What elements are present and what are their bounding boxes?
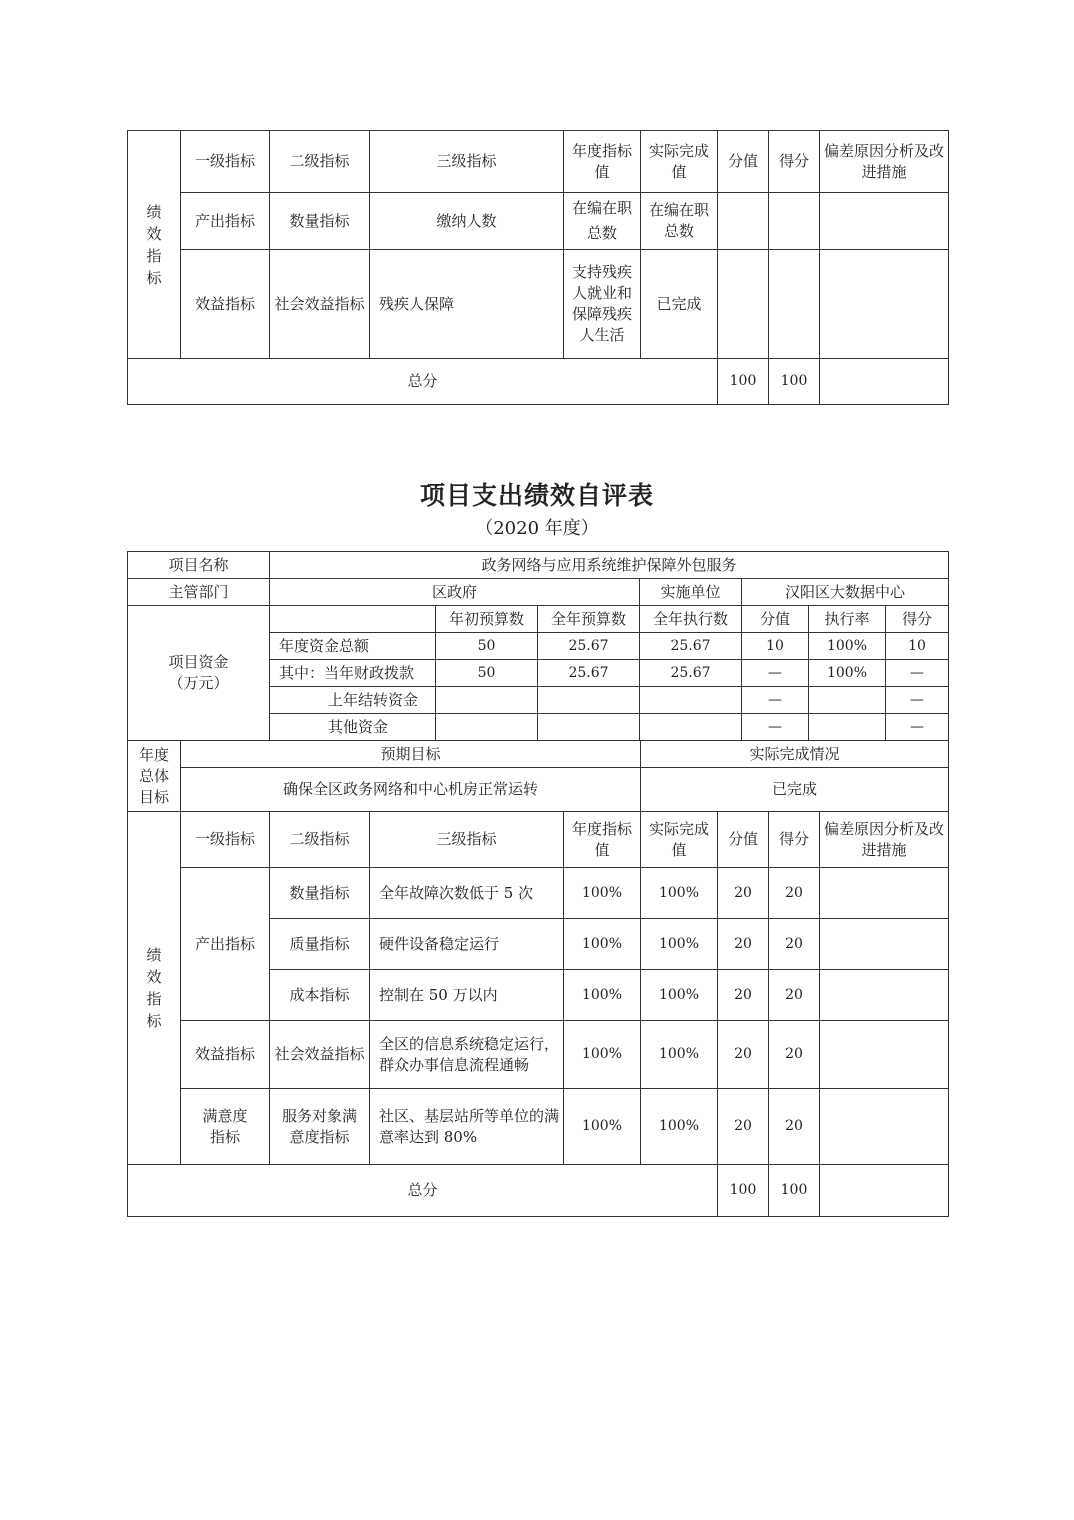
goal-label: 年度总体目标: [128, 741, 181, 812]
cell-actual: 已完成: [641, 250, 718, 359]
header-actual: 实际完成值: [641, 131, 718, 193]
cell-target: 100%: [564, 919, 641, 970]
dept-label: 主管部门: [128, 579, 270, 606]
cell-level2: 数量指标: [270, 193, 370, 250]
total-deviation: [820, 359, 949, 405]
header-actual: 实际完成值: [641, 812, 718, 868]
cell-got: 20: [769, 868, 820, 919]
cell-level1: 产出指标: [181, 868, 270, 1021]
funds-row-label: 其他资金: [270, 714, 436, 741]
cell-level3: 残疾人保障: [370, 250, 564, 359]
section-label-perf: 绩效指标: [128, 131, 181, 359]
funds-cell: 25.67: [640, 633, 742, 660]
total-got: 100: [769, 1165, 820, 1217]
funds-cell: —: [886, 660, 949, 687]
cell-level2: 数量指标: [270, 868, 370, 919]
cell-level3: 硬件设备稳定运行: [370, 919, 564, 970]
funds-header-blank: [270, 606, 436, 633]
cell-target: 100%: [564, 1089, 641, 1165]
goal-actual: 已完成: [641, 768, 949, 812]
header-level2: 二级指标: [270, 812, 370, 868]
cell-got: 20: [769, 970, 820, 1021]
cell-level3: 全年故障次数低于 5 次: [370, 868, 564, 919]
cell-actual: 100%: [641, 919, 718, 970]
cell-score: [718, 250, 769, 359]
cell-got: 20: [769, 919, 820, 970]
cell-target: 支持残疾人就业和保障残疾人生活: [564, 250, 641, 359]
unit-value: 汉阳区大数据中心: [742, 579, 949, 606]
performance-table-top: [127, 130, 949, 405]
header-target: 年度指标值: [564, 812, 641, 868]
cell-level2: 质量指标: [270, 919, 370, 970]
funds-cell: [640, 714, 742, 741]
funds-cell: —: [886, 714, 949, 741]
funds-row-label: 其中：当年财政拨款: [270, 660, 436, 687]
total-deviation: [820, 1165, 949, 1217]
cell-score: 20: [718, 919, 769, 970]
project-name: 政务网络与应用系统维护保障外包服务: [270, 552, 949, 579]
funds-cell: 10: [886, 633, 949, 660]
header-got: 得分: [769, 131, 820, 193]
header-deviation: 偏差原因分析及改进措施: [820, 812, 949, 868]
cell-score: [718, 193, 769, 250]
funds-cell: [538, 687, 640, 714]
funds-label: 项目资金（万元）: [128, 606, 270, 741]
header-level3: 三级指标: [370, 131, 564, 193]
cell-actual: 100%: [641, 1089, 718, 1165]
total-label: 总分: [128, 1165, 718, 1217]
cell-level1: 产出指标: [181, 193, 270, 250]
funds-header: 全年预算数: [538, 606, 640, 633]
cell-deviation: [820, 970, 949, 1021]
funds-cell: [538, 714, 640, 741]
funds-cell: —: [742, 714, 809, 741]
cell-got: 20: [769, 1089, 820, 1165]
cell-level3: 缴纳人数: [370, 193, 564, 250]
cell-deviation: [820, 250, 949, 359]
funds-row-label: 上年结转资金: [270, 687, 436, 714]
funds-cell: 10: [742, 633, 809, 660]
cell-level3: 社区、基层站所等单位的满意率达到 80%: [370, 1089, 564, 1165]
funds-header: 得分: [886, 606, 949, 633]
funds-cell: —: [886, 687, 949, 714]
cell-target: 在编在职总数: [564, 193, 641, 250]
total-score: 100: [718, 1165, 769, 1217]
project-name-label: 项目名称: [128, 552, 270, 579]
header-level2: 二级指标: [270, 131, 370, 193]
cell-score: 20: [718, 1021, 769, 1089]
funds-cell: 100%: [809, 660, 886, 687]
cell-got: [769, 250, 820, 359]
funds-row-label: 年度资金总额: [270, 633, 436, 660]
cell-deviation: [820, 919, 949, 970]
funds-cell: [809, 687, 886, 714]
total-score: 100: [718, 359, 769, 405]
cell-target: 100%: [564, 1021, 641, 1089]
funds-header: 年初预算数: [436, 606, 538, 633]
cell-level2: 社会效益指标: [270, 1021, 370, 1089]
header-got: 得分: [769, 812, 820, 868]
cell-level2: 服务对象满意度指标: [270, 1089, 370, 1165]
cell-deviation: [820, 868, 949, 919]
goal-actual-header: 实际完成情况: [641, 741, 949, 768]
cell-got: 20: [769, 1021, 820, 1089]
unit-label: 实施单位: [640, 579, 742, 606]
cell-deviation: [820, 193, 949, 250]
funds-cell: [809, 714, 886, 741]
cell-level3: 全区的信息系统稳定运行，群众办事信息流程通畅: [370, 1021, 564, 1089]
cell-score: 20: [718, 970, 769, 1021]
cell-actual: 100%: [641, 1021, 718, 1089]
funds-cell: 25.67: [640, 660, 742, 687]
funds-cell: 25.67: [538, 633, 640, 660]
funds-header: 执行率: [809, 606, 886, 633]
dept-value: 区政府: [270, 579, 640, 606]
funds-cell: 100%: [809, 633, 886, 660]
header-level1: 一级指标: [181, 131, 270, 193]
cell-level2: 社会效益指标: [270, 250, 370, 359]
header-target: 年度指标值: [564, 131, 641, 193]
cell-level2: 成本指标: [270, 970, 370, 1021]
cell-score: 20: [718, 868, 769, 919]
cell-level1: 满意度指标: [181, 1089, 270, 1165]
funds-header: 分值: [742, 606, 809, 633]
funds-cell: —: [742, 660, 809, 687]
goal-expected: 确保全区政务网络和中心机房正常运转: [181, 768, 641, 812]
cell-level1: 效益指标: [181, 250, 270, 359]
page-subtitle: （2020 年度）: [475, 518, 599, 539]
cell-level1: 效益指标: [181, 1021, 270, 1089]
project-info-table: [127, 551, 949, 741]
goal-expected-header: 预期目标: [181, 741, 641, 768]
goals-table: [127, 740, 949, 812]
performance-table: [127, 811, 949, 1217]
header-level3: 三级指标: [370, 812, 564, 868]
cell-level3: 控制在 50 万以内: [370, 970, 564, 1021]
cell-actual: 在编在职总数: [641, 193, 718, 250]
funds-cell: 50: [436, 633, 538, 660]
cell-actual: 100%: [641, 868, 718, 919]
cell-deviation: [820, 1089, 949, 1165]
cell-deviation: [820, 1021, 949, 1089]
funds-cell: [640, 687, 742, 714]
cell-actual: 100%: [641, 970, 718, 1021]
funds-cell: [436, 687, 538, 714]
funds-header: 全年执行数: [640, 606, 742, 633]
header-score: 分值: [718, 131, 769, 193]
page-title: 项目支出绩效自评表: [419, 481, 654, 510]
cell-target: 100%: [564, 868, 641, 919]
cell-target: 100%: [564, 970, 641, 1021]
funds-cell: 25.67: [538, 660, 640, 687]
section-label-perf: 绩效指标: [128, 812, 181, 1165]
total-got: 100: [769, 359, 820, 405]
funds-cell: —: [742, 687, 809, 714]
header-score: 分值: [718, 812, 769, 868]
header-deviation: 偏差原因分析及改进措施: [820, 131, 949, 193]
funds-cell: 50: [436, 660, 538, 687]
funds-cell: [436, 714, 538, 741]
total-label: 总分: [128, 359, 718, 405]
cell-got: [769, 193, 820, 250]
cell-score: 20: [718, 1089, 769, 1165]
header-level1: 一级指标: [181, 812, 270, 868]
